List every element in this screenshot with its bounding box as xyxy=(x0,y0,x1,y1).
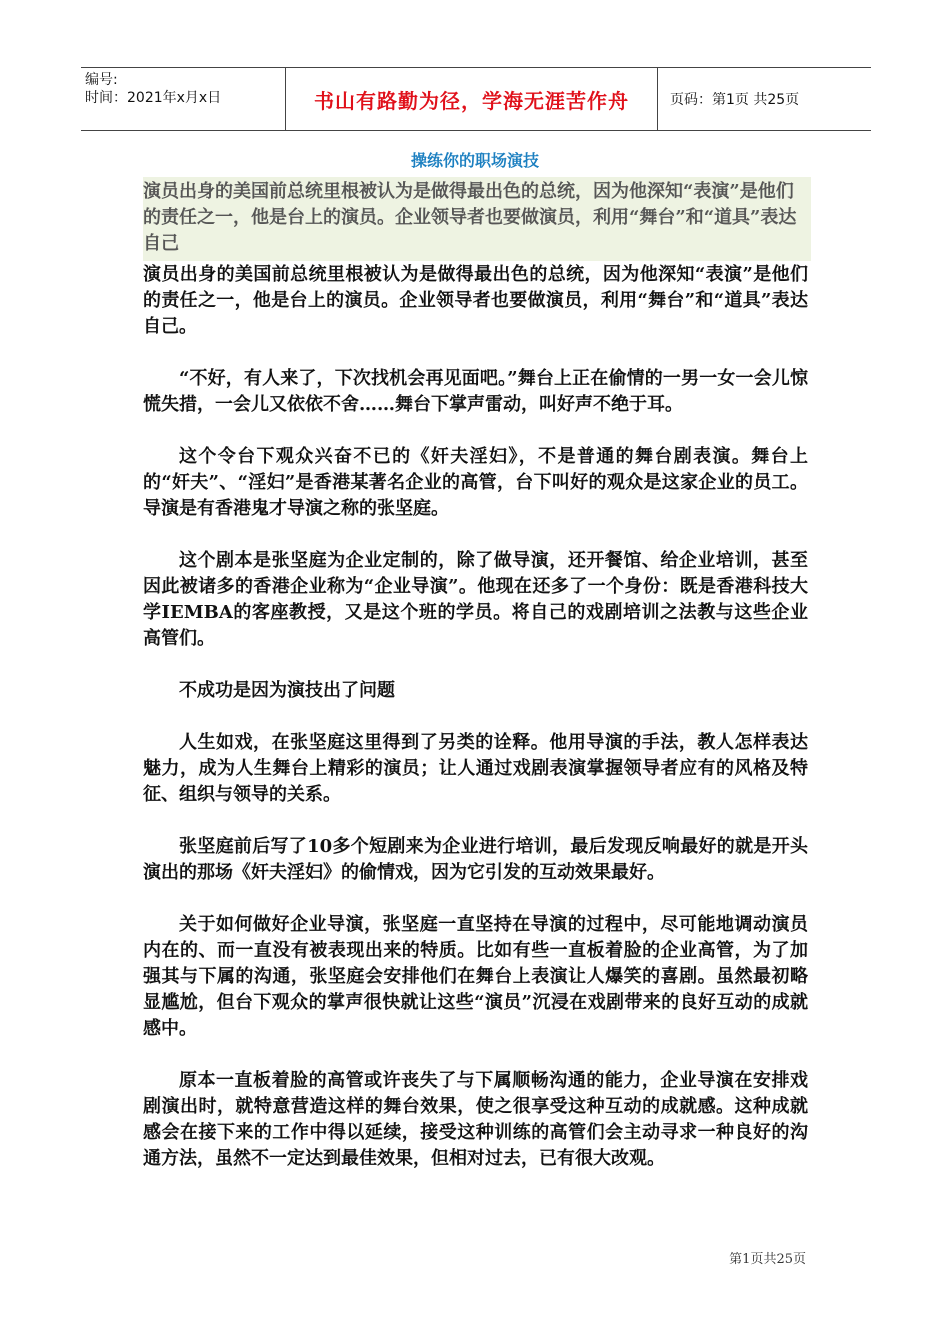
paragraph: 这个剧本是张坚庭为企业定制的，除了做导演，还开餐馆、给企业培训，甚至因此被诸多的香港企业称为“企业导演”。他现在还多了一个身份：既是香港科技大学IEMBA的客座教授，又是这个班的学员。将自己的戏剧培训之法教与这些企业高管们。 xyxy=(143,550,808,649)
paragraph: 原本一直板着脸的高管或许丧失了与下属顺畅沟通的能力，企业导演在安排戏剧演出时，就特意营造这样的舞台效果，使之很享受这种互动的成就感。这种成就感会在接下来的工作中得以延续，接受这种训练的高管们会主动寻求一种良好的沟通方法，虽然不一定达到最佳效果，但相对过去，已有很大改观。 xyxy=(143,1070,808,1169)
article-body xyxy=(143,262,808,1198)
page-footer: 第1页共25页 xyxy=(729,1252,806,1267)
document-title: 操练你的职场演技 xyxy=(410,151,539,170)
paragraph: 关于如何做好企业导演，张坚庭一直坚持在导演的过程中，尽可能地调动演员内在的、而一直没有被表现出来的特质。比如有些一直板着脸的企业高管，为了加强其与下属的沟通，张坚庭会安排他们在舞台上表演让人爆笑的喜剧。虽然最初略显尴尬，但台下观众的掌声很快就让这些“演员”沉浸在戏剧带来的良好互动的成就感中。 xyxy=(143,914,808,1039)
page-header xyxy=(81,67,871,131)
paragraph: 这个令台下观众兴奋不已的《奸夫淫妇》，不是普通的舞台剧表演。舞台上的“奸夫”、“淫妇”是香港某著名企业的高管，台下叫好的观众是这家企业的员工。导演是有香港鬼才导演之称的张坚庭。 xyxy=(143,446,808,519)
section-heading: 不成功是因为演技出了问题 xyxy=(179,680,395,701)
abstract-highlight: 演员出身的美国前总统里根被认为是做得最出色的总统，因为他深知“表演”是他们的责任之一，他是台上的演员。企业领导者也要做演员，利用“舞台”和“道具”表达自己 xyxy=(143,177,811,261)
document-number-label: 编号: xyxy=(85,72,118,88)
paragraph: 人生如戏，在张坚庭这里得到了另类的诠释。他用导演的手法，教人怎样表达魅力，成为人生舞台上精彩的演员；让人通过戏剧表演掌握领导者应有的风格及特征、组织与领导的关系。 xyxy=(143,732,808,805)
header-meta xyxy=(81,68,286,130)
paragraph: 演员出身的美国前总统里根被认为是做得最出色的总统，因为他深知“表演”是他们的责任之一，他是台上的演员。企业领导者也要做演员，利用“舞台”和“道具”表达自己。 xyxy=(143,264,808,337)
document-date-label: 时间：2021年x月x日 xyxy=(85,90,222,106)
paragraph: “不好，有人来了，下次找机会再见面吧。”舞台上正在偷情的一男一女一会儿惊慌失措，一会儿又依依不舍……舞台下掌声雷动，叫好声不绝于耳。 xyxy=(143,368,808,415)
header-motto: 书山有路勤为径，学海无涯苦作舟 xyxy=(286,68,658,130)
header-page-number: 页码：第1页 共25页 xyxy=(670,92,800,108)
paragraph: 张坚庭前后写了10多个短剧来为企业进行培训，最后发现反响最好的就是开头演出的那场《奸夫淫妇》的偷情戏，因为它引发的互动效果最好。 xyxy=(143,836,808,883)
